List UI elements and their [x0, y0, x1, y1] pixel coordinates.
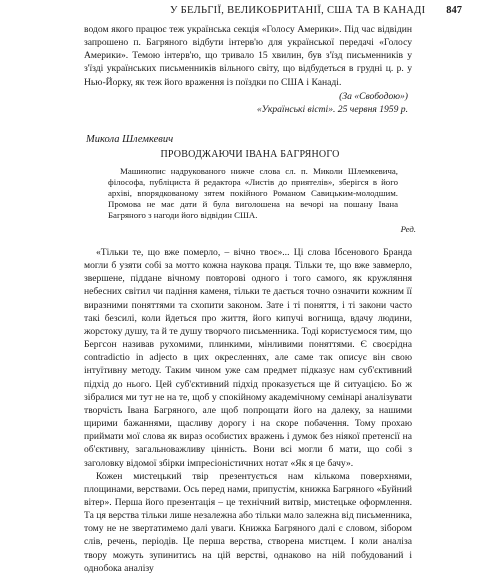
running-head: [0, 5, 500, 21]
running-title: У БЕЛЬГІЇ, ВЕЛИКОБРИТАНІЇ, США ТА В КАНАДІ: [170, 5, 426, 16]
main-text-block: [84, 246, 412, 575]
article-title: ПРОВОДЖАЮЧИ ІВАНА БАГРЯНОГО: [160, 149, 340, 160]
editorial-intro-note: Машинопис надрукованого нижче слова сл. п. Миколи Шлемкевича, філософа, публіциста й редактора «Листів до приятелів», зберігся в його архіві, впорядкованому зятем покійного Романом Савицьким-молодшим. Промова не має дати й була виголошена на вечорі на пошану Івана Багряного з нагоди його відвідин США.: [108, 166, 398, 221]
page-number: 847: [446, 5, 462, 16]
main-paragraph-1: «Тільки те, що вже померло, – вічно твоє»... Ці слова Ібсенового Бранда могли б узяти собі за мотто кожна наукова праця. Тільки те, що вже завмерло, звершене, піддане вічному повторові одного і того самого, як кружляння небесних світил чи падіння каменя, тільки те дається точно означити кожним її виразними поняттями та схопити законом. Зате і ті поняття, і ті закони часто такі безсилі, коли йдеться про життя, його кипучі вогнища, вдачу людини, жорстоку душу, та й те душу творчого письменника. Тоді користуємося тим, що Бергсон називав рухомими, плинкими, мінливими поняттями. Є своєрідна contradictio in adjecto в цих окресленнях, але саме так описує він свою інтуїтивну методу. Таким чином уже сам предмет підказує нам суб'єктивний підхід до нього. Цей суб'єктивний підхід проказується ще й ситуацією. Бо ж зібралися ми тут не на те, щоб у спокійному академічному семінарі аналізувати творчість Івана Багряного, але щоб попрощати його на далеку, за нашими щирими бажаннями, щасливу дорогу і на скоре побачення. Тому прохаю приймати мої слова як вираз особистих вражень і думок без ніякої претенсії на об'єктивну, загальноважливу цінність. Вони всі могли б мати, що собі з заголовку відомої збірки імпресіоністичних нотат «Як я це бачу».: [84, 247, 412, 469]
source-citation: (За «Свободою»): [339, 91, 408, 102]
top-paragraph: водом якого працює теж українська секція «Голосу Америки». Під час відвідин запрошено п. Багряного відбути інтерв'ю для української передачі «Голосу Америки». Темою інтерв'ю, що тривало 15 хвилин, був з'їзд письменників у з'їзді українських письменників вільного світу, що відбудеться в грудні ц. р. у Нью-Йорку, як теж його враження із поїздки по США і Канаді.: [84, 24, 412, 88]
main-paragraph-2: Кожен мистецький твір презентується нам кількома поверхнями, площинами, верствами. Ось перед нами, припустім, книжка Багряного «Буйний вітер». Перша його презентація – це технічний витвір, мистецьке оформлення. Та ця верства тільки лише незалежна або тільки мало залежна від письменника, тому не не звертатимемо далі уваги. Книжка Багряного далі є словом, зібором слів, речень, періодів. Це перша верства, створена мистцем. І коли аналіза твору можуть зупинитись на цій верстві, однаково на ній побудований і однобока аналізу: [84, 470, 412, 574]
publication-date-line: «Українські вісті». 25 червня 1959 р.: [256, 104, 408, 115]
article-author: Микола Шлемкевич: [86, 134, 174, 145]
top-paragraph-block: [84, 23, 412, 89]
editor-mark: Ред.: [400, 224, 416, 234]
